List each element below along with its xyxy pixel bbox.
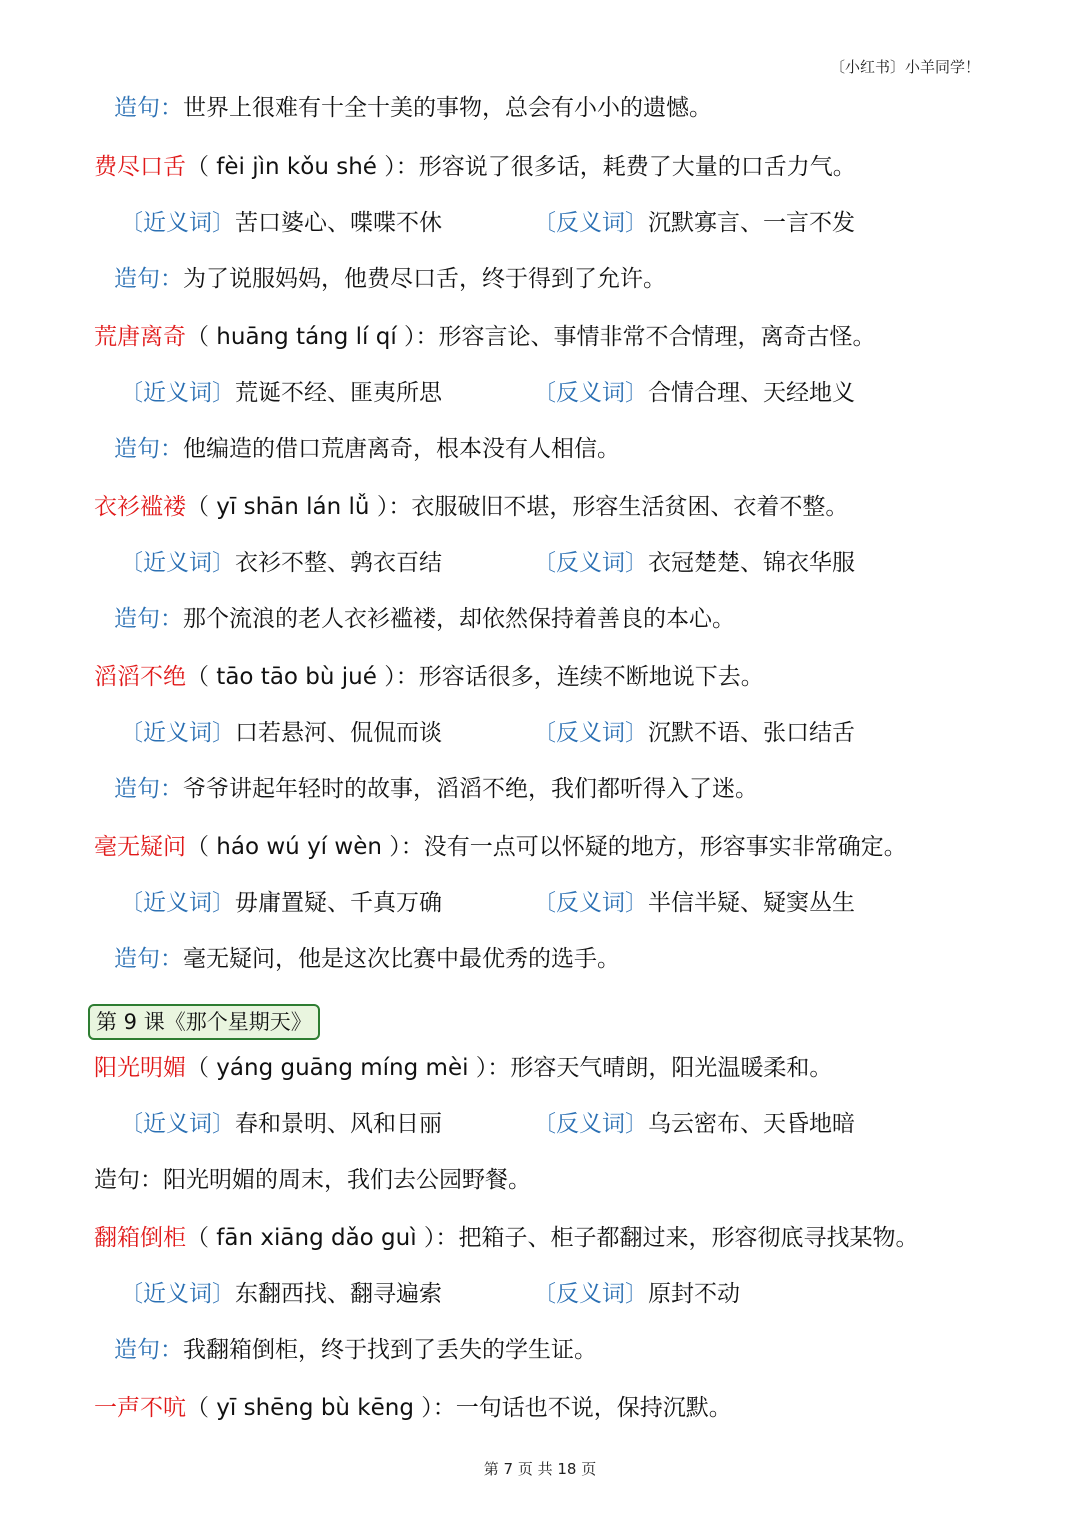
idiom-meaning: 形容说了很多话，耗费了大量的口舌力气。 <box>418 154 856 180</box>
idiom-word: 费尽口舌 <box>94 154 186 180</box>
example-text: 我翻箱倒柜，终于找到了丢失的学生证。 <box>183 1337 597 1363</box>
synonym-label: 〔近义词〕 <box>120 210 235 236</box>
antonym-group <box>533 1108 855 1140</box>
example-text: 爷爷讲起年轻时的故事，滔滔不绝，我们都听得入了迷。 <box>183 776 758 802</box>
example-text: 世界上很难有十全十美的事物，总会有小小的遗憾。 <box>183 95 712 121</box>
idiom-pinyin: （ tāo tāo bù jué ）： <box>186 664 419 690</box>
idiom-word: 一声不吭 <box>94 1395 186 1421</box>
antonym-label: 〔反义词〕 <box>533 210 648 236</box>
synonyms: 春和景明、风和日丽 <box>235 1111 442 1137</box>
synonym-antonym-row <box>120 1278 1020 1310</box>
example-sentence <box>114 433 620 465</box>
idiom-meaning: 没有一点可以怀疑的地方，形容事实非常确定。 <box>423 834 907 860</box>
example-sentence <box>114 1334 597 1366</box>
antonyms: 合情合理、天经地义 <box>648 380 855 406</box>
synonyms: 衣衫不整、鹑衣百结 <box>235 550 442 576</box>
antonyms: 半信半疑、疑窦丛生 <box>648 890 855 916</box>
idiom-entry <box>94 831 907 863</box>
idiom-word: 阳光明媚 <box>94 1055 186 1081</box>
idiom-word: 毫无疑问 <box>94 834 186 860</box>
antonym-label: 〔反义词〕 <box>533 550 648 576</box>
example-label: 造句： <box>114 606 183 632</box>
antonyms: 沉默寡言、一言不发 <box>648 210 855 236</box>
idiom-entry <box>94 661 764 693</box>
example-sentence <box>114 773 758 805</box>
example-sentence <box>114 943 620 975</box>
example-text: 他编造的借口荒唐离奇，根本没有人相信。 <box>183 436 620 462</box>
idiom-meaning: 形容天气晴朗，阳光温暖柔和。 <box>510 1055 833 1081</box>
antonym-group <box>533 1278 740 1310</box>
page-header: 〔小红书〕小羊同学！ <box>829 58 980 76</box>
idiom-word: 滔滔不绝 <box>94 664 186 690</box>
idiom-pinyin: （ yī shān lán lǚ ）： <box>186 494 412 520</box>
example-sentence <box>114 92 712 124</box>
lesson-heading: 第 9 课《那个星期天》 <box>88 1004 320 1040</box>
idiom-pinyin: （ yáng guāng míng mèi ）： <box>186 1055 511 1081</box>
synonym-label: 〔近义词〕 <box>120 550 235 576</box>
idiom-entry <box>94 1052 832 1084</box>
synonym-label: 〔近义词〕 <box>120 380 235 406</box>
idiom-meaning: 一句话也不说，保持沉默。 <box>455 1395 732 1421</box>
synonyms: 东翻西找、翻寻遍索 <box>235 1281 442 1307</box>
idiom-pinyin: （ fān xiāng dǎo guì ）： <box>186 1225 459 1251</box>
example-label: 造句： <box>114 946 183 972</box>
example-label: 造句： <box>114 266 183 292</box>
idiom-word: 衣衫褴褛 <box>94 494 186 520</box>
synonym-antonym-row <box>120 547 1020 579</box>
example-text: 造句：阳光明媚的周末，我们去公园野餐。 <box>94 1167 531 1193</box>
antonym-group <box>533 887 855 919</box>
antonym-group <box>533 377 855 409</box>
antonym-group <box>533 207 855 239</box>
example-text: 那个流浪的老人衣衫褴褛，却依然保持着善良的本心。 <box>183 606 735 632</box>
antonyms: 乌云密布、天昏地暗 <box>648 1111 855 1137</box>
example-sentence <box>114 263 666 295</box>
synonyms: 毋庸置疑、千真万确 <box>235 890 442 916</box>
example-sentence <box>114 603 735 635</box>
idiom-word: 翻箱倒柜 <box>94 1225 186 1251</box>
antonym-label: 〔反义词〕 <box>533 1111 648 1137</box>
example-text: 毫无疑问，他是这次比赛中最优秀的选手。 <box>183 946 620 972</box>
example-text: 为了说服妈妈，他费尽口舌，终于得到了允许。 <box>183 266 666 292</box>
idiom-meaning: 形容话很多，连续不断地说下去。 <box>418 664 764 690</box>
idiom-meaning: 形容言论、事情非常不合情理，离奇古怪。 <box>438 324 876 350</box>
idiom-word: 荒唐离奇 <box>94 324 186 350</box>
synonym-label: 〔近义词〕 <box>120 890 235 916</box>
synonym-label: 〔近义词〕 <box>120 1111 235 1137</box>
example-sentence <box>94 1164 531 1196</box>
idiom-pinyin: （ huāng táng lí qí ）： <box>186 324 439 350</box>
page-footer: 第 7 页 共 18 页 <box>483 1460 597 1478</box>
synonym-label: 〔近义词〕 <box>120 720 235 746</box>
antonym-group <box>533 547 855 579</box>
antonym-label: 〔反义词〕 <box>533 720 648 746</box>
example-label: 造句： <box>114 1337 183 1363</box>
idiom-meaning: 把箱子、柜子都翻过来，形容彻底寻找某物。 <box>458 1225 919 1251</box>
example-label: 造句： <box>114 95 183 121</box>
idiom-entry <box>94 491 848 523</box>
idiom-entry <box>94 1392 732 1424</box>
idiom-pinyin: （ fèi jìn kǒu shé ）： <box>186 154 419 180</box>
antonym-label: 〔反义词〕 <box>533 380 648 406</box>
synonym-label: 〔近义词〕 <box>120 1281 235 1307</box>
antonym-label: 〔反义词〕 <box>533 890 648 916</box>
synonyms: 荒诞不经、匪夷所思 <box>235 380 442 406</box>
idiom-entry <box>94 151 856 183</box>
idiom-entry <box>94 1222 918 1254</box>
antonyms: 沉默不语、张口结舌 <box>648 720 855 746</box>
synonym-antonym-row <box>120 717 1020 749</box>
synonym-antonym-row <box>120 377 1020 409</box>
synonym-antonym-row <box>120 207 1020 239</box>
example-label: 造句： <box>114 776 183 802</box>
synonyms: 口若悬河、侃侃而谈 <box>235 720 442 746</box>
antonym-group <box>533 717 855 749</box>
synonym-antonym-row <box>120 1108 1020 1140</box>
antonyms: 衣冠楚楚、锦衣华服 <box>648 550 855 576</box>
synonym-antonym-row <box>120 887 1020 919</box>
idiom-pinyin: （ háo wú yí wèn ）： <box>186 834 424 860</box>
antonyms: 原封不动 <box>648 1281 740 1307</box>
example-label: 造句： <box>114 436 183 462</box>
idiom-pinyin: （ yī shēng bù kēng ）： <box>186 1395 456 1421</box>
idiom-meaning: 衣服破旧不堪，形容生活贫困、衣着不整。 <box>411 494 849 520</box>
synonyms: 苦口婆心、喋喋不休 <box>235 210 442 236</box>
idiom-entry <box>94 321 876 353</box>
antonym-label: 〔反义词〕 <box>533 1281 648 1307</box>
